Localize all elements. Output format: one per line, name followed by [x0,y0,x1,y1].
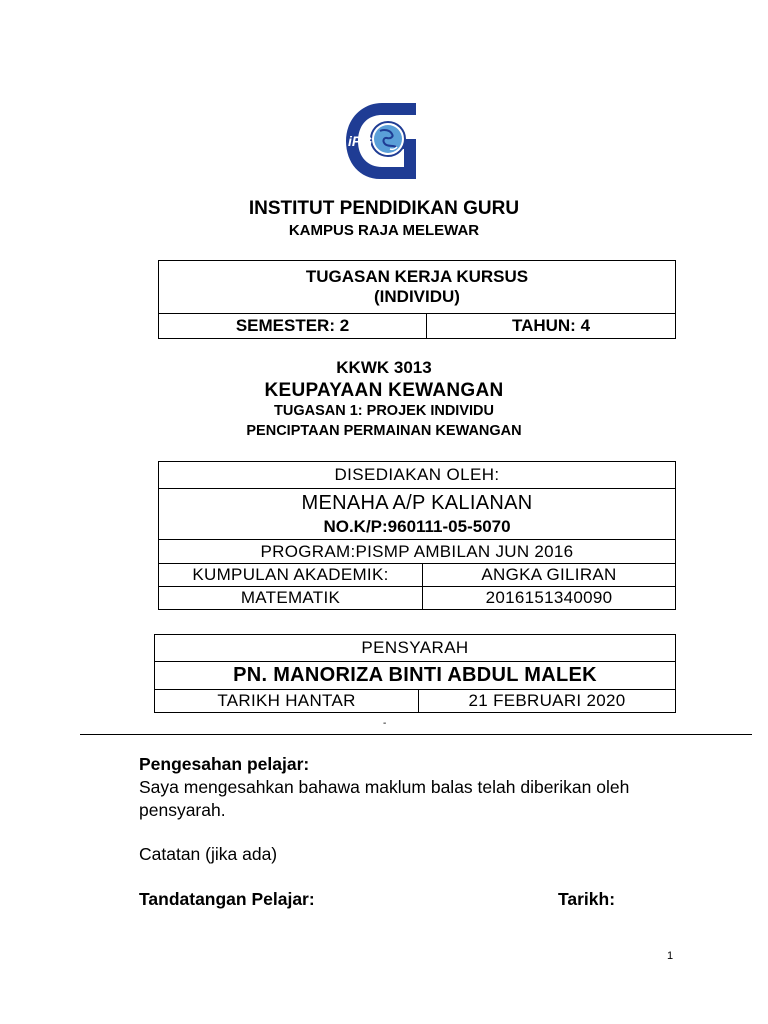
svg-text:iPG: iPG [348,133,373,149]
course-name: KEUPAYAAN KEWANGAN [264,380,504,401]
date-label: Tarikh: [558,889,616,909]
page-number: 1 [667,950,674,962]
assignment-title-cell [159,261,676,314]
assignment-box [158,260,676,339]
student-ic: NO.K/P:960111-05-5070 [323,516,511,536]
ipg-logo-icon [346,101,420,181]
submission-date-label: TARIKH HANTAR [155,690,419,713]
student-box [158,461,676,610]
year-cell: TAHUN: 4 [427,314,676,339]
task-title: TUGASAN 1: PROJEK INDIVIDU [274,403,494,419]
lecturer-box [154,634,676,713]
confirmation-heading: Pengesahan pelajar: [139,754,310,774]
group-value: MATEMATIK [159,587,423,610]
lecturer-heading: PENSYARAH [155,635,676,662]
assignment-type: TUGASAN KERJA KURSUS [305,267,529,287]
institution-name: INSTITUT PENDIDIKAN GURU [248,198,520,219]
lecturer-name: PN. MANORIZA BINTI ABDUL MALEK [155,662,676,690]
student-name: MENAHA A/P KALIANAN [301,491,533,514]
ipg-logo [346,101,420,181]
submission-date-value: 21 FEBRUARI 2020 [419,690,676,713]
horizontal-rule [80,734,752,735]
semester-cell: SEMESTER: 2 [159,314,427,339]
task-subtitle: PENCIPTAAN PERMAINAN KEWANGAN [246,423,522,439]
group-label: KUMPULAN AKADEMIK: [159,564,423,587]
prepared-by-heading: DISEDIAKAN OLEH: [159,462,676,489]
assignment-mode: (INDIVIDU) [374,287,460,306]
index-label: ANGKA GILIRAN [423,564,676,587]
student-identity-cell [159,489,676,540]
confirmation-text: Saya mengesahkan bahawa maklum balas telah diberikan oleh pensyarah. [139,777,630,820]
course-code: KKWK 3013 [336,358,432,377]
index-value: 2016151340090 [423,587,676,610]
institution-campus: KAMPUS RAJA MELEWAR [288,222,480,239]
program-cell: PROGRAM:PISMP AMBILAN JUN 2016 [159,540,676,564]
divider-mark: - [383,718,387,729]
signature-label: Tandatangan Pelajar: [139,889,315,909]
notes-label: Catatan (jika ada) [139,844,278,864]
